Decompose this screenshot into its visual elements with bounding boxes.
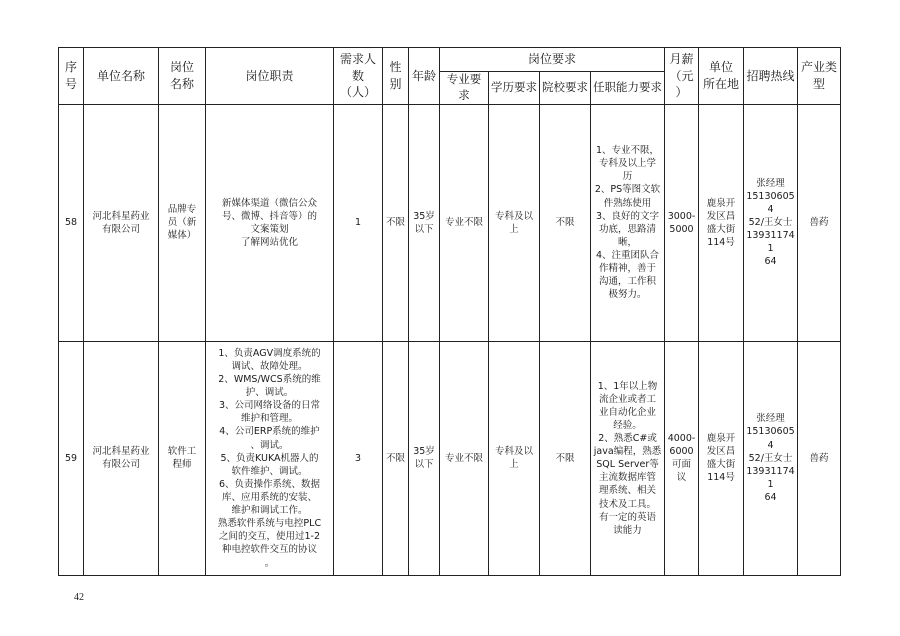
cell-ability: 1、专业不限， 专科及以上学 历 2、PS等图文软 件熟练使用 3、良好的文字 功底，思路清 晰， 4、注重团队合 作精神，善于 沟通，工作积 极努力。: [591, 104, 665, 341]
cell-location: 鹿泉开 发区昌 盛大街 114号: [699, 341, 744, 575]
header-major: 专业要求: [440, 72, 489, 105]
cell-count: 1: [334, 104, 383, 341]
header-school: 院校要求: [540, 72, 591, 105]
cell-major: 专业不限: [440, 341, 489, 575]
header-count: 需求人数 （人）: [334, 48, 383, 105]
cell-age: 35岁 以下: [409, 104, 440, 341]
cell-education: 专科及以 上: [489, 341, 540, 575]
cell-gender: 不限: [383, 341, 409, 575]
header-position: 岗位 名称: [159, 48, 206, 105]
cell-hotline: 张经理 151306054 52/王女士 139311741 64: [744, 341, 798, 575]
page-number: 42: [74, 592, 84, 603]
cell-school: 不限: [540, 104, 591, 341]
cell-industry: 兽药: [798, 341, 841, 575]
header-age: 年龄: [409, 48, 440, 105]
header-industry: 产业类型: [798, 48, 841, 105]
cell-duties: 新媒体渠道（微信公众 号、微博、抖音等）的 文案策划 了解网站优化: [206, 104, 334, 341]
table-row: [59, 341, 841, 575]
cell-salary: 4000- 6000 可面 议: [665, 341, 699, 575]
header-salary: 月薪 （元）: [665, 48, 699, 105]
header-education: 学历要求: [489, 72, 540, 105]
cell-ability: 1、1年以上物 流企业或者工 业自动化企业 经验。 2、熟悉C#或 java编程，熟悉 SQL Server等 主流数据库管 理系统、相关 技术及工具。 有一定的英语 读能力: [591, 341, 665, 575]
cell-industry: 兽药: [798, 104, 841, 341]
header-row-main: [59, 48, 841, 72]
header-gender: 性 别: [383, 48, 409, 105]
header-hotline: 招聘热线: [744, 48, 798, 105]
cell-company: 河北科星药业 有限公司: [84, 104, 159, 341]
header-duties: 岗位职责: [206, 48, 334, 105]
cell-education: 专科及以 上: [489, 104, 540, 341]
cell-company: 河北科星药业 有限公司: [84, 341, 159, 575]
cell-position: 品牌专 员（新 媒体）: [159, 104, 206, 341]
cell-location: 鹿泉开 发区昌 盛大街 114号: [699, 104, 744, 341]
cell-hotline: 张经理 151306054 52/王女士 139311741 64: [744, 104, 798, 341]
cell-duties: 1、负责AGV调度系统的 调试、故障处理。 2、WMS/WCS系统的维 护、调试。 3、公司网络设备的日常 维护和管理。 4、公司ERP系统的维护 、调试。 5、负责KUKA机器人的 软件维护、调试。 6、负责操作系统、数据 库、应用系统的安装、 维护和调试工作。 熟悉软件系统与电控PLC 之间的交互，使用过1-2 种电控软件交互的协议 。: [206, 341, 334, 575]
cell-salary: 3000- 5000: [665, 104, 699, 341]
header-requirements: 岗位要求: [440, 48, 665, 72]
header-ability: 任职能力要求: [591, 72, 665, 105]
cell-seq: 58: [59, 104, 84, 341]
cell-position: 软件工 程师: [159, 341, 206, 575]
cell-count: 3: [334, 341, 383, 575]
cell-school: 不限: [540, 341, 591, 575]
cell-seq: 59: [59, 341, 84, 575]
job-listing-table: [58, 47, 841, 576]
cell-gender: 不限: [383, 104, 409, 341]
header-company: 单位名称: [84, 48, 159, 105]
cell-major: 专业不限: [440, 104, 489, 341]
cell-age: 35岁 以下: [409, 341, 440, 575]
header-seq: 序号: [59, 48, 84, 105]
table-row: [59, 104, 841, 341]
header-location: 单位 所在地: [699, 48, 744, 105]
